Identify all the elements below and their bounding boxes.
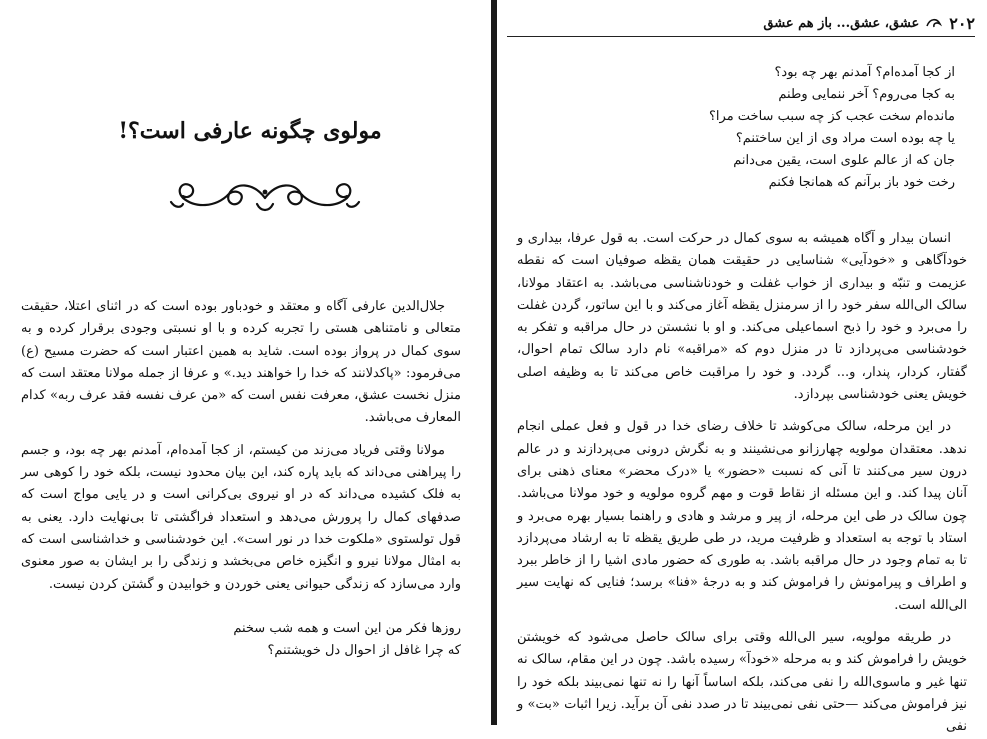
running-header [507, 10, 975, 37]
page-number: ۲۰۲ [949, 13, 975, 33]
poem-line: مانده‌ام سخت عجب کز چه سبب ساخت مرا؟ [709, 109, 955, 124]
poem-line: که چرا غافل از احوال دل خویشتنم؟ [267, 643, 461, 658]
poem-line: یا چه بوده است مراد وی از این ساختنم؟ [735, 131, 955, 146]
header-ornament-icon [925, 16, 943, 30]
left-page [0, 0, 491, 725]
decorative-flourish-icon [165, 174, 365, 216]
poem-line: به کجا می‌روم؟ آخر ننمایی وطنم [778, 87, 955, 102]
paragraph: در این مرحله، سالک می‌کوشد تا خلاف رضای خدا در قول و فعل عملی انجام ندهد. معتقدان مولویه چهارزانو می‌نشینند و به نگرش درونی می‌پردازند و در عالم درون سیر می‌کنند تا آنی که نسبت «حضور» یا «درک محضر» معنای ذهنی برای آنان پیدا کند. و این مسئله از نقاط قوت و مهم گروه مولویه و خود مولانا می‌باشد. چون سالک در طی این مرحله، از پیر و مرشد و هادی و راهنما بسیار بهره می‌برد و استاد با توجه به استعداد و ظرفیت مرید، در طی طریق یقظه تا به ارشاد می‌پردازد تا به تمام وجود در حال مراقبه باشد. به طوری که حضور مادی اشیا را از خاطر ببرد و اطراف و پیرامونش را فراموش کند و به درجهٔ «فنا» برسد؛ فنایی که نهایت سیر الی‌الله است. [517, 419, 967, 613]
chapter-title: مولوی چگونه عارفی است؟! [118, 118, 382, 144]
left-prose [21, 296, 461, 596]
poem-line: جان که از عالم علوی است، یقین می‌دانم [733, 153, 955, 168]
paragraph: در طریقه مولویه، سیر الی‌الله وقتی برای سالک حاصل می‌شود که خویشتن خویش را فراموش کند و به مرحله «خودآ» رسیده باشد. چون در این مقام، سالک نه تنها غیر و ماسوی‌الله را نفی می‌کند، بلکه اساساً آنها را نه تنها نمی‌بیند بلکه خود را نیز فراموش می‌کند —حتی نفی نمی‌بیند تا در صدد نفی آن برآید. زیرا اثبات «بت» و نفی [517, 630, 967, 735]
left-poem [151, 618, 461, 662]
paragraph: انسان بیدار و آگاه همیشه به سوی کمال در حرکت است. به قول عرفا، بیداری و خودآگاهی و «خودآیی» شناسایی در حقیقت همان یقظه صوفیان است که نقطه عزیمت و تنبّه و بیداری از خواب غفلت و خودناشناسی می‌باشد. به اعتقاد مولانا، سالک الی‌الله سفر خود را از سرمنزل یقظه آغاز می‌کند و با این ساتور، گردن غفلت را می‌برد و خود را ذبح اسماعیلی می‌کند. و او با نشستن در حال مراقبه و تفکر به خودشناسی می‌پردازد تا در منزل دوم که «مراقبه» نام دارد سالک تمام احوال، گفتار، کردار، پندار، و... گردد. و خود را مراقبت خاص می‌کند تا به وظیفه اصلی خویش یعنی خودشناسی بپردازد. [517, 231, 967, 403]
poem-line: رخت خود باز برآنم که همانجا فکنم [768, 175, 955, 190]
right-poem [655, 62, 955, 194]
right-prose [517, 228, 967, 739]
poem-line: از کجا آمده‌ام؟ آمدنم بهر چه بود؟ [774, 65, 955, 80]
header-title-group [763, 14, 975, 33]
paragraph: مولانا وقتی فریاد می‌زند من کیستم، از کجا آمده‌ام، آمدنم بهر چه بود، و جسم را پیراهنی می‌داند که باید پاره کند، این بیان محدود نیست، بلکه خود را کوهی سر به فلک کشیده می‌داند که در او نیروی بی‌کرانی است و در یایی مواج است که صدفهای کمال را پرورش می‌دهد و استعداد فراگشتی تا بی‌نهایت دارد. یعنی به قول تولستوی «ملکوت خدا در نور است». این خودشناسی و خداشناسی است که به امثال مولانا نیرو و انگیزه خاص می‌بخشد و زندگی را بر ایشان به صور معنوی وارد می‌سازد که زندگی حیوانی یعنی خوردن و خوابیدن و گشتن کردن نیست. [21, 442, 461, 592]
right-page [497, 0, 987, 735]
paragraph: جلال‌الدین عارفی آگاه و معتقد و خودباور بوده است که در اثنای اعتلا، حقیقت متعالی و نامتناهی هستی را تجربه کرده و با او نسبتی وجودی برقرار کرده و به سوی کمال در پرواز بوده است. شاید به همین اعتبار است که حضرت مسیح (ع) می‌فرمود: «پاکدلانند که خدا را خواهند دید.» و عرفا از جمله مولانا معتقد است که منزل نخست عشق، معرفت نفس است که «من عرف نفسه فقد عرف ربه» کدام المعارف می‌باشد. [21, 299, 461, 426]
poem-line: روزها فکر من این است و همه شب سخنم [233, 621, 461, 636]
running-title: عشق، عشق... باز هم عشق [763, 15, 920, 31]
